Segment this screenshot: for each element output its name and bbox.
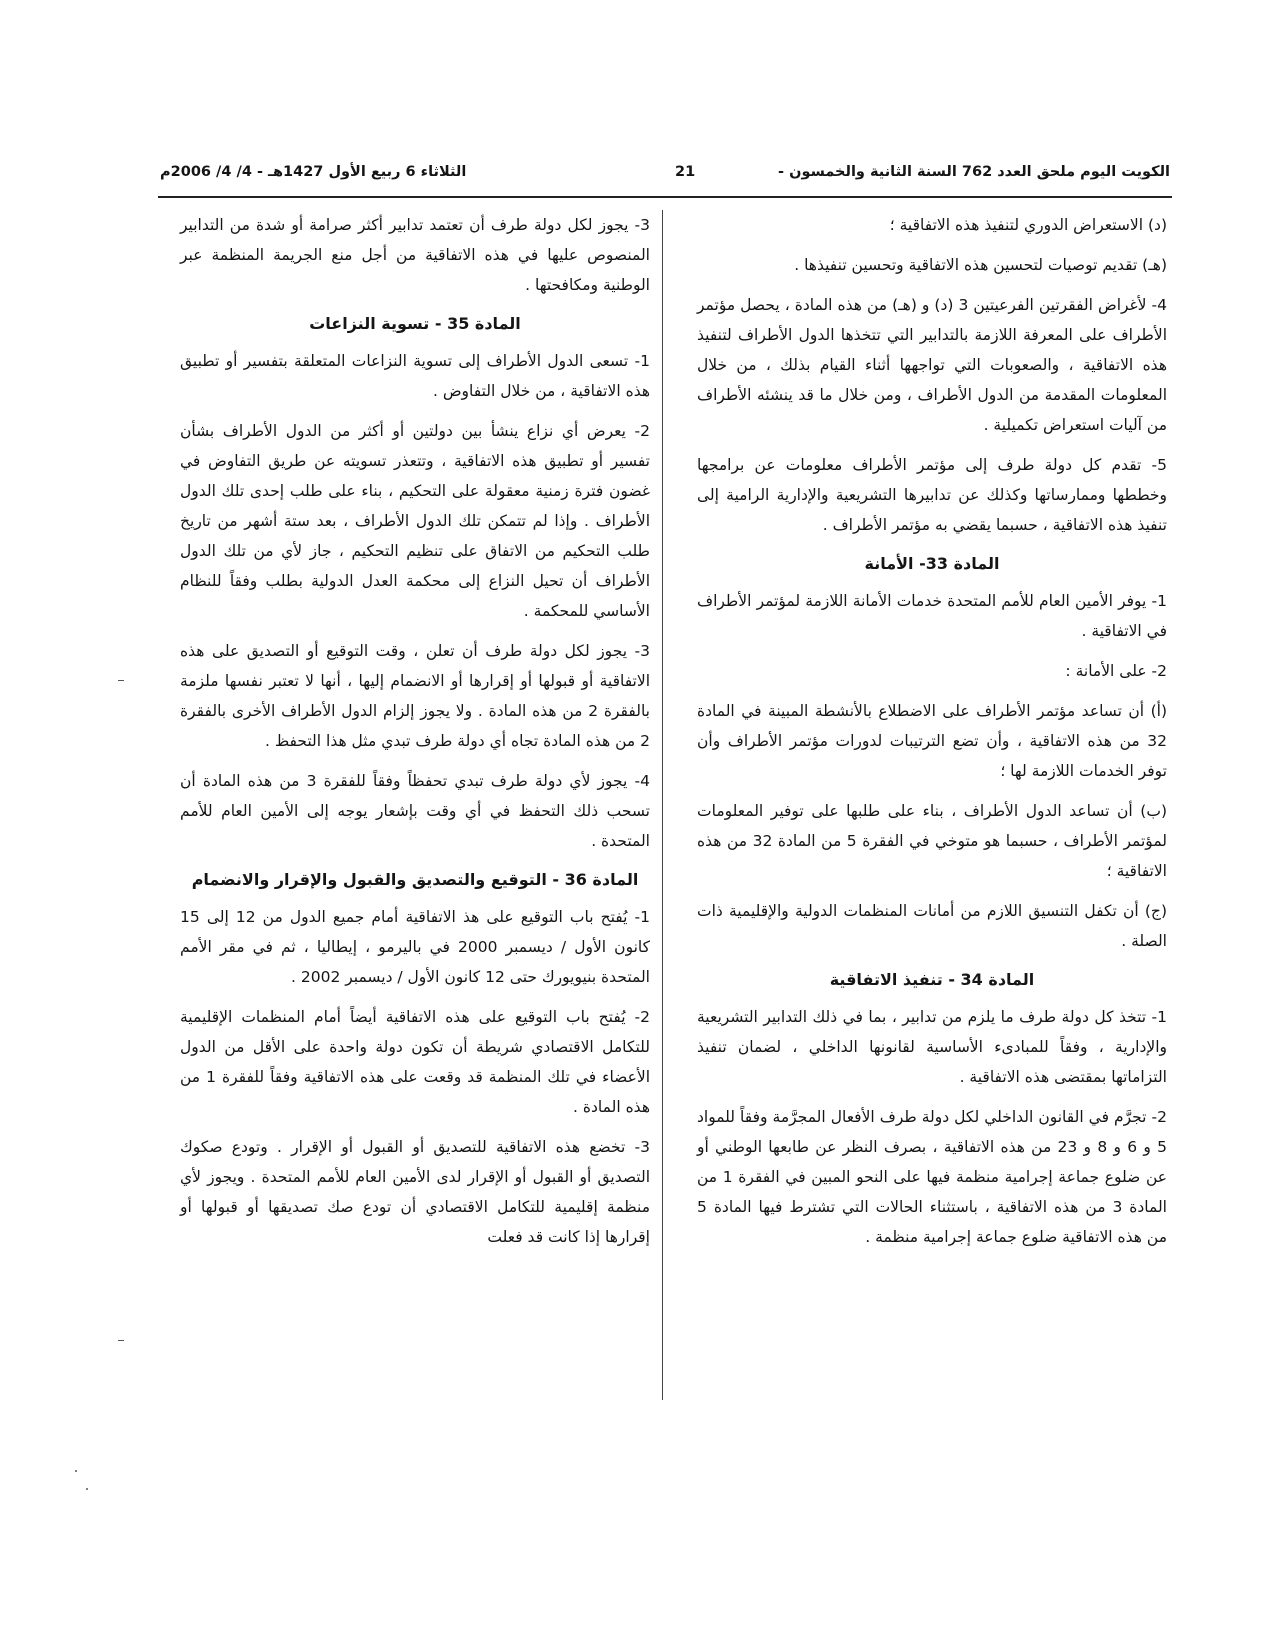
issue-date: الثلاثاء 6 ربيع الأول 1427هـ - 4/ 4/ 2006م bbox=[160, 164, 467, 180]
column-divider bbox=[662, 210, 663, 1400]
margin-mark bbox=[118, 680, 124, 681]
paragraph: (ب) أن تساعد الدول الأطراف ، بناء على طلبها على توفير المعلومات لمؤتمر الأطراف ، حسبما هو متوخي في الفقرة 5 من المادة 32 من هذه الاتفاقية ؛ bbox=[697, 802, 1167, 880]
paragraph: 3- يجوز لكل دولة طرف أن تعلن ، وقت التوقيع أو التصديق على هذه الاتفاقية أو قبولها أو إقرارها أو الانضمام إليها ، أنها لا تعتبر نفسها ملزمة بالفقرة 2 من هذه المادة . ولا يجوز إلزام الدول الأطراف الأخرى بالفقرة 2 من هذه المادة تجاه أي دولة طرف تبدي مثل هذا التحفظ . bbox=[180, 642, 650, 750]
paragraph: 4- يجوز لأي دولة طرف تبدي تحفظاً وفقاً للفقرة 3 من هذه المادة أن تسحب ذلك التحفظ في أي وقت بإشعار يوجه إلى الأمين العام للأمم المتحدة . bbox=[180, 772, 650, 850]
paragraph: 1- تسعى الدول الأطراف إلى تسوية النزاعات المتعلقة بتفسير أو تطبيق هذه الاتفاقية ، من خلال التفاوض . bbox=[180, 352, 650, 400]
right-column bbox=[697, 210, 1167, 1262]
paragraph: 5- تقدم كل دولة طرف إلى مؤتمر الأطراف معلومات عن برامجها وخططها وممارساتها وكذلك عن تدابيرها التشريعية والإدارية الرامية إلى تنفيذ هذه الاتفاقية ، حسبما يقضي به مؤتمر الأطراف . bbox=[697, 456, 1167, 534]
page-number: 21 bbox=[675, 164, 696, 180]
paragraph: (أ) أن تساعد مؤتمر الأطراف على الاضطلاع بالأنشطة المبينة في المادة 32 من هذه الاتفاقية ، وأن تضع الترتيبات لدورات مؤتمر الأطراف وأن توفر الخدمات اللازمة لها ؛ bbox=[697, 702, 1167, 780]
article-heading: المادة 36 - التوقيع والتصديق والقبول والإقرار والانضمام bbox=[191, 870, 639, 889]
article-heading: المادة 35 - تسوية النزاعات bbox=[309, 314, 521, 333]
paragraph: 1- يوفر الأمين العام للأمم المتحدة خدمات الأمانة اللازمة لمؤتمر الأطراف في الاتفاقية . bbox=[697, 592, 1167, 640]
paragraph: 3- تخضع هذه الاتفاقية للتصديق أو القبول أو الإقرار . وتودع صكوك التصديق أو القبول أو الإقرار لدى الأمين العام للأمم المتحدة . ويجوز لأي منظمة إقليمية للتكامل الاقتصادي أن تودع صك تصديقها أو قبولها أو إقرارها إذا كانت قد فعلت bbox=[180, 1138, 650, 1246]
paragraph: 2- على الأمانة : bbox=[1065, 662, 1167, 680]
publication-info: الكويت اليوم ملحق العدد 762 السنة الثانية والخمسون - bbox=[778, 164, 1170, 180]
left-column bbox=[180, 210, 650, 1262]
paragraph: 1- تتخذ كل دولة طرف ما يلزم من تدابير ، بما في ذلك التدابير التشريعية والإدارية ، وفقاً للمبادىء الأساسية لقانونها الداخلي ، لضمان تنفيذ التزاماتها بمقتضى هذه الاتفاقية . bbox=[697, 1008, 1167, 1086]
paragraph: 1- يُفتح باب التوقيع على هذ الاتفاقية أمام جميع الدول من 12 إلى 15 كانون الأول / ديسمبر 2000 في باليرمو ، إيطاليا ، ثم في مقر الأمم المتحدة بنيويورك حتى 12 كانون الأول / ديسمبر 2002 . bbox=[180, 908, 650, 986]
margin-mark bbox=[118, 1340, 124, 1341]
paragraph: 2- تجرَّم في القانون الداخلي لكل دولة طرف الأفعال المجرَّمة وفقاً للمواد 5 و 6 و 8 و 23 من هذه الاتفاقية ، بصرف النظر عن طابعها الوطني أو عن ضلوع جماعة إجرامية منظمة فيها على النحو المبين في الفقرة 1 من المادة 3 من هذه الاتفاقية ، باستثناء الحالات التي تشترط فيها المادة 5 من هذه الاتفاقية ضلوع جماعة إجرامية منظمة . bbox=[697, 1108, 1167, 1246]
header-rule bbox=[158, 196, 1172, 198]
page-header bbox=[160, 160, 1170, 190]
article-heading: المادة 34 - تنفيذ الاتفاقية bbox=[829, 970, 1035, 989]
paragraph: 3- يجوز لكل دولة طرف أن تعتمد تدابير أكثر صرامة أو شدة من التدابير المنصوص عليها في هذه الاتفاقية من أجل منع الجريمة المنظمة عبر الوطنية ومكافحتها . bbox=[180, 216, 650, 294]
paragraph: 4- لأغراض الفقرتين الفرعيتين 3 (د) و (هـ) من هذه المادة ، يحصل مؤتمر الأطراف على المعرفة اللازمة بالتدابير التي تتخذها الدول الأطراف لتنفيذ هذه الاتفاقية ، والصعوبات التي تواجهها أثناء القيام بذلك ، من خلال المعلومات المقدمة من الدول الأطراف ، ومن خلال ما قد ينشئه الأطراف من آليات استعراض تكميلية . bbox=[697, 296, 1168, 434]
paragraph: 2- يعرض أي نزاع ينشأ بين دولتين أو أكثر من الدول الأطراف بشأن تفسير أو تطبيق هذه الاتفاقية ، وتتعذر تسويته عن طريق التفاوض في غضون فترة زمنية معقولة على التحكيم ، بناء على طلب إحدى تلك الدول الأطراف . وإذا لم تتمكن تلك الدول الأطراف ، بعد ستة أشهر من تاريخ طلب التحكيم من الاتفاق على تنظيم التحكيم ، جاز لأي من تلك الدول الأطراف أن تحيل النزاع إلى محكمة العدل الدولية بطلب وفقاً للنظام الأساسي للمحكمة . bbox=[180, 422, 650, 620]
paragraph: (هـ) تقديم توصيات لتحسين هذه الاتفاقية وتحسين تنفيذها . bbox=[794, 256, 1167, 274]
scan-speck bbox=[75, 1470, 77, 1472]
paragraph: 2- يُفتح باب التوقيع على هذه الاتفاقية أيضاً أمام المنظمات الإقليمية للتكامل الاقتصادي شريطة أن تكون دولة واحدة على الأقل من الدول الأعضاء في تلك المنظمة قد وقعت على هذه الاتفاقية وفقاً للفقرة 1 من هذه المادة . bbox=[180, 1008, 651, 1116]
paragraph: (د) الاستعراض الدوري لتنفيذ هذه الاتفاقية ؛ bbox=[889, 216, 1167, 234]
article-heading: المادة 33- الأمانة bbox=[864, 554, 1000, 573]
scan-speck bbox=[86, 1488, 88, 1490]
paragraph: (ج) أن تكفل التنسيق اللازم من أمانات المنظمات الدولية والإقليمية ذات الصلة . bbox=[697, 902, 1167, 950]
